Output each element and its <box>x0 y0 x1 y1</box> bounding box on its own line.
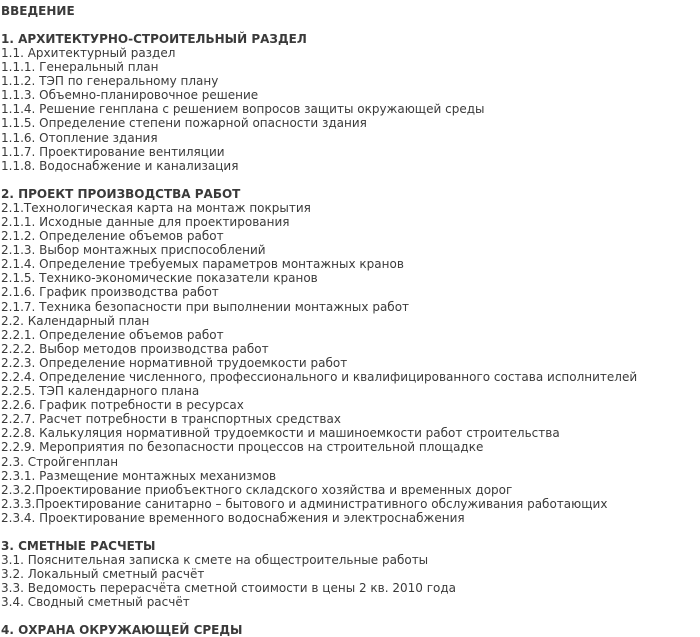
toc-item: 2.1.1. Исходные данные для проектирования <box>1 214 290 229</box>
toc-item: 1.1.1. Генеральный план <box>1 60 159 75</box>
toc-item: 2.2.9. Мероприятия по безопасности процессов на строительной площадке <box>1 440 484 455</box>
toc-item: 1.1. Архитектурный раздел <box>1 46 176 60</box>
sections-container <box>1 32 700 637</box>
toc-item: 2.1.6. График производства работ <box>1 285 219 300</box>
section-heading: 1. АРХИТЕКТУРНО-СТРОИТЕЛЬНЫЙ РАЗДЕЛ <box>1 32 307 46</box>
toc-item: 3.4. Сводный сметный расчёт <box>1 595 190 610</box>
toc-item: 2.1.4. Определение требуемых параметров монтажных кранов <box>1 257 404 272</box>
toc-item: 1.1.8. Водоснабжение и канализация <box>1 158 239 173</box>
toc-item: 1.1.5. Определение степени пожарной опасности здания <box>1 116 367 131</box>
toc-item: 1.1.3. Объемно-планировочное решение <box>1 88 259 103</box>
toc-item: 2.1.2. Определение объемов работ <box>1 229 224 244</box>
toc-item: 2.3.1. Размещение монтажных механизмов <box>1 468 277 483</box>
toc-item: 2.2.4. Определение численного, профессионального и квалифицированного состава исполнителей <box>1 369 638 384</box>
section-heading: 2. ПРОЕКТ ПРОИЗВОДСТВА РАБОТ <box>1 186 241 201</box>
toc-section <box>1 623 700 637</box>
toc-item: 1.1.7. Проектирование вентиляции <box>1 144 225 159</box>
toc-item: 2.1.Технологическая карта на монтаж покрытия <box>1 200 311 215</box>
intro-heading: ВВЕДЕНИЕ <box>1 4 75 18</box>
toc-item: 2.3.2.Проектирование приобъектного складского хозяйства и временных дорог <box>1 482 513 497</box>
toc-item: 3.2. Локальный сметный расчёт <box>1 567 205 582</box>
toc-item: 1.1.2. ТЭП по генеральному плану <box>1 74 219 89</box>
toc-section <box>1 187 700 525</box>
section-heading: 4. ОХРАНА ОКРУЖАЮЩЕЙ СРЕДЫ <box>1 623 243 637</box>
toc-item: 2.2.2. Выбор методов производства работ <box>1 341 269 356</box>
toc-item: 2.3.4. Проектирование временного водоснабжения и электроснабжения <box>1 510 465 525</box>
toc-item: 2.3. Стройгенплан <box>1 454 119 469</box>
toc-item: 2.2.3. Определение нормативной трудоемкости работ <box>1 355 348 370</box>
toc-section <box>1 32 700 173</box>
toc-item: 2.2. Календарный план <box>1 313 150 328</box>
toc-item: 3.1. Пояснительная записка к смете на общестроительные работы <box>1 553 429 567</box>
toc-item: 2.2.7. Расчет потребности в транспортных средствах <box>1 412 341 427</box>
toc-item: 2.1.7. Техника безопасности при выполнении монтажных работ <box>1 299 410 314</box>
toc-item: 2.3.3.Проектирование санитарно – бытового и административного обслуживания работающих <box>1 496 608 511</box>
toc-item: 2.2.8. Калькуляция нормативной трудоемкости и машиноемкости работ строительства <box>1 426 560 441</box>
toc-section <box>1 539 700 609</box>
toc-item: 2.2.6. График потребности в ресурсах <box>1 398 244 413</box>
toc-item: 1.1.6. Отопление здания <box>1 130 158 145</box>
section-heading: 3. СМЕТНЫЕ РАСЧЕТЫ <box>1 539 156 553</box>
toc-item: 2.1.3. Выбор монтажных приспособлений <box>1 243 266 258</box>
toc-item: 2.2.1. Определение объемов работ <box>1 327 224 342</box>
toc-item: 1.1.4. Решение генплана с решением вопросов защиты окружающей среды <box>1 102 485 117</box>
toc-item: 3.3. Ведомость перерасчёта сметной стоимости в цены 2 кв. 2010 года <box>1 581 457 596</box>
toc-item: 2.1.5. Технико-экономические показатели кранов <box>1 271 318 286</box>
toc-item: 2.2.5. ТЭП календарного плана <box>1 384 200 399</box>
